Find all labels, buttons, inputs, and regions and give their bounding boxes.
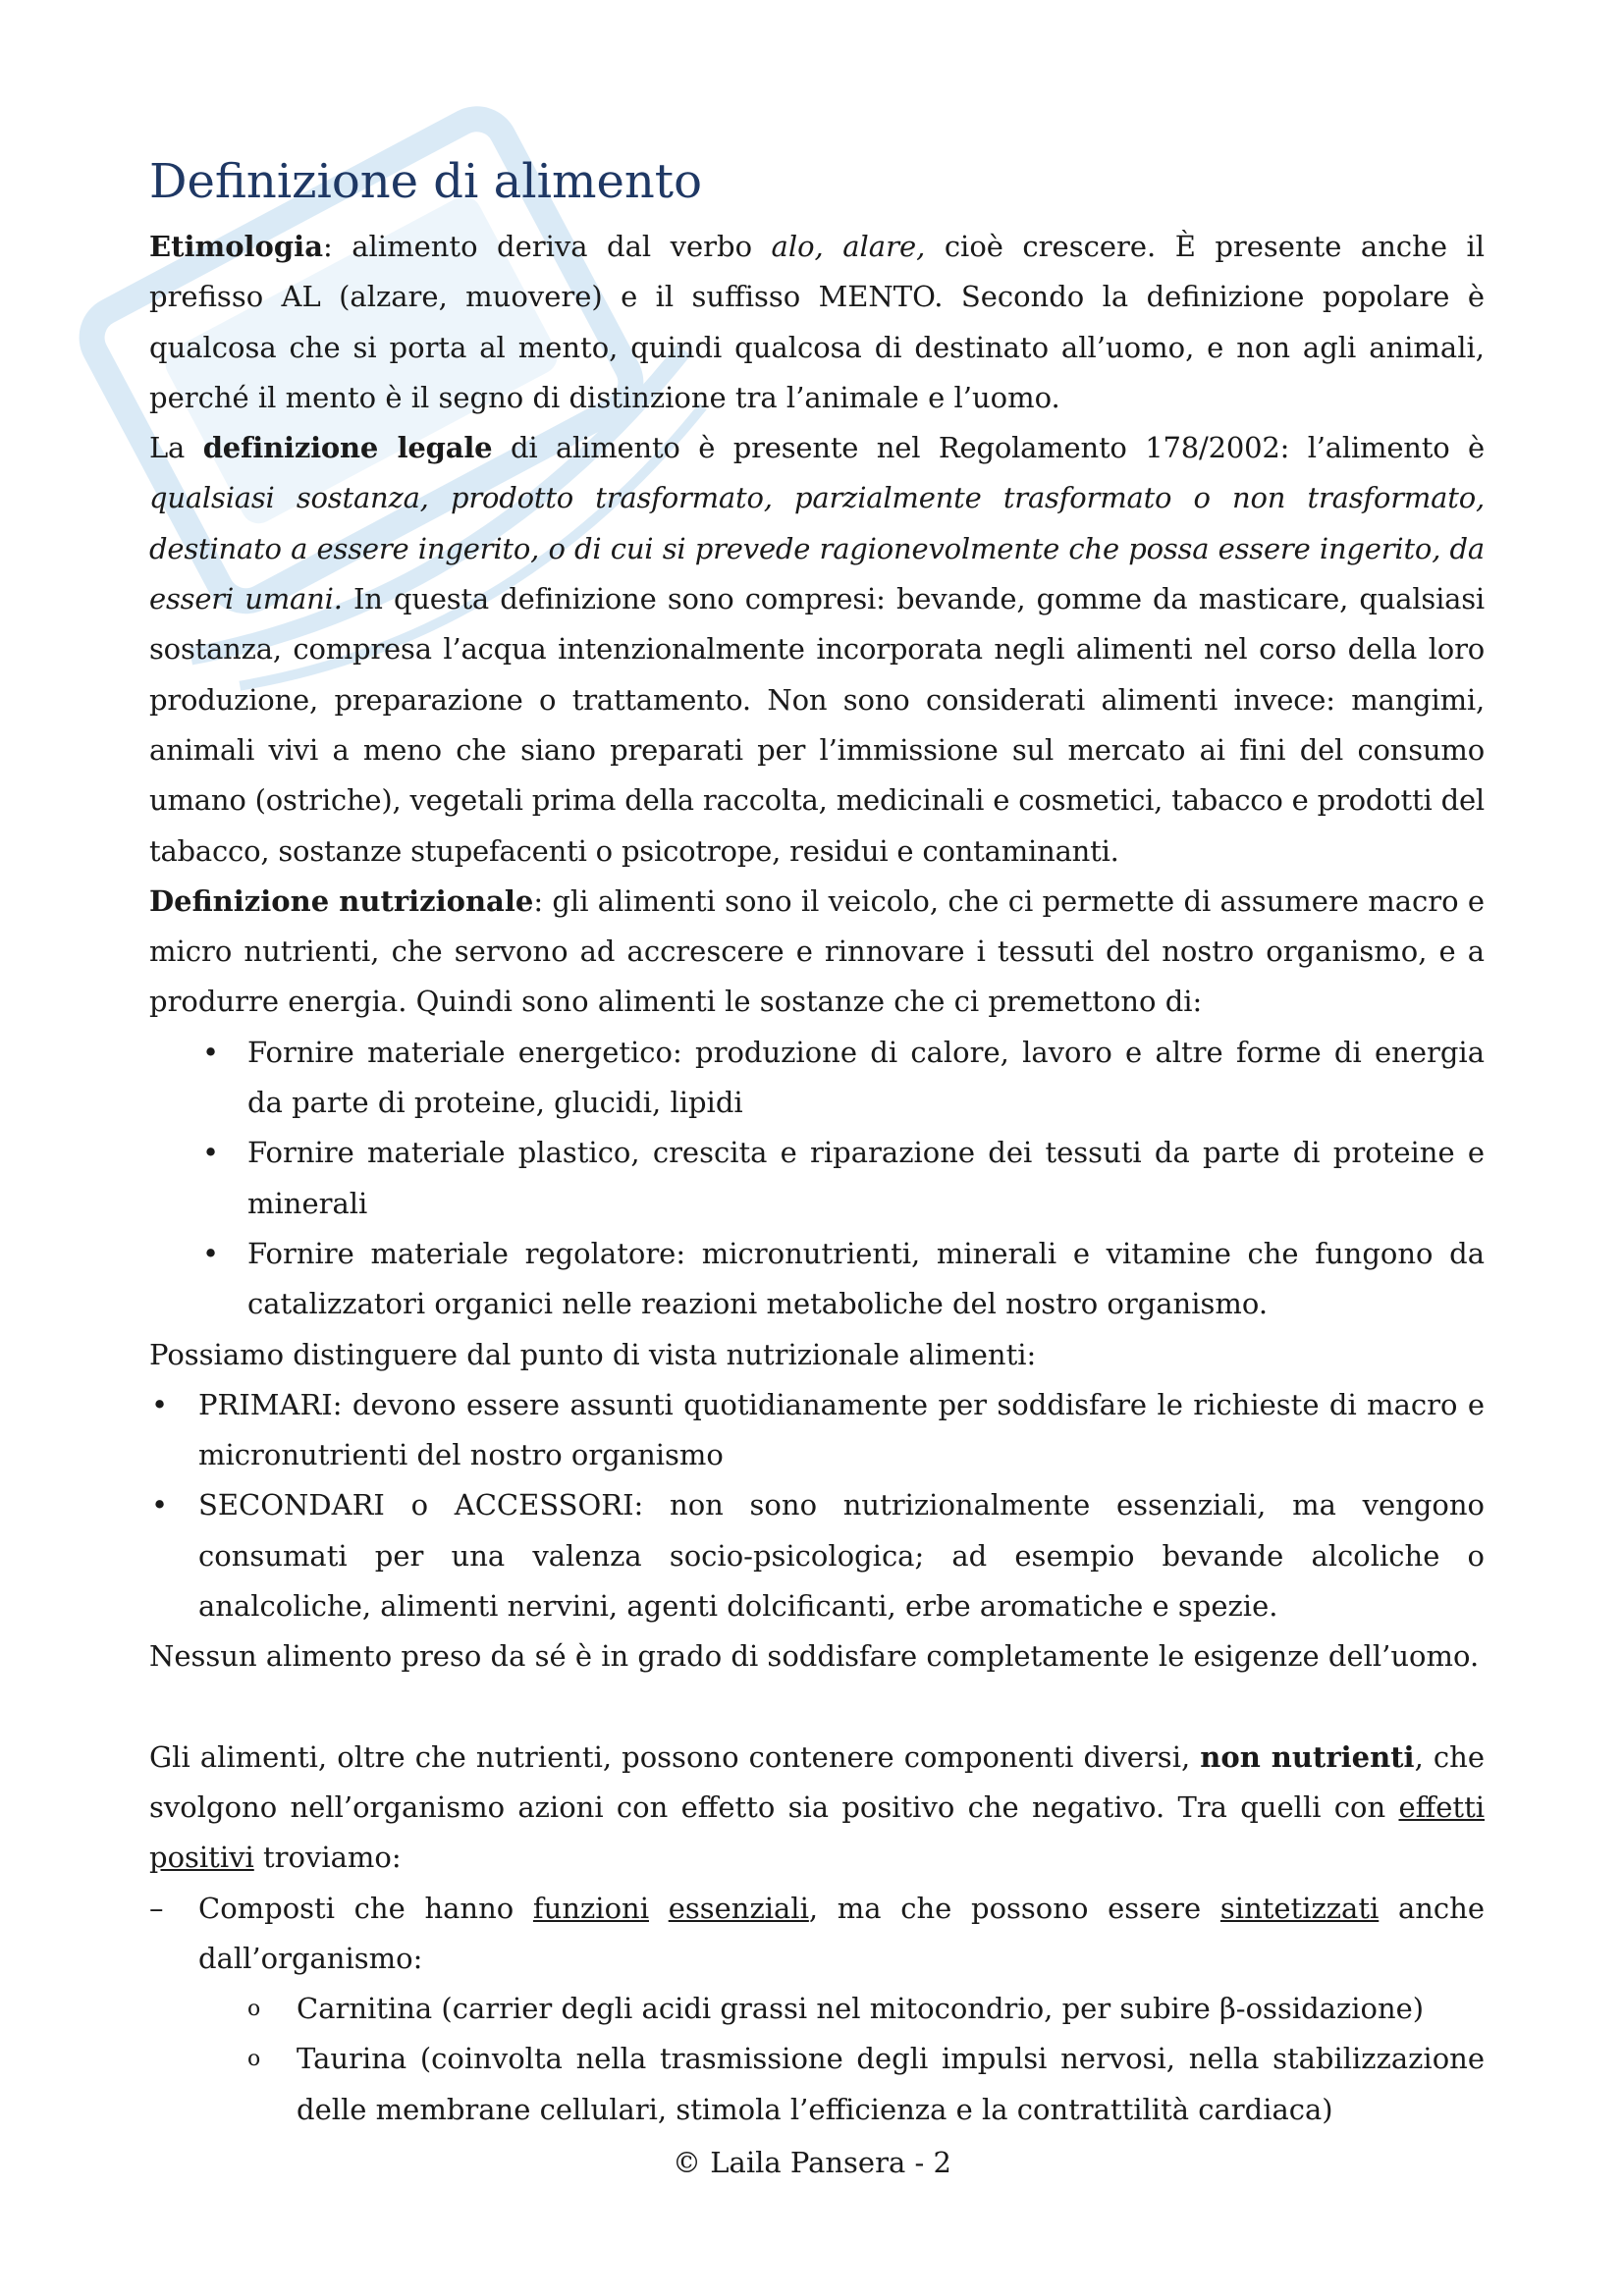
dash-list [149, 1884, 1485, 1985]
list-item: • SECONDARI o ACCESSORI: non sono nutrizionalmente essenziali, ma vengono consumati per una valenza socio-psicologica; ad esempio bevande alcoliche o analcoliche, alimenti nervini, agenti dolcificanti, erbe aromatiche e spezie. [149, 1480, 1485, 1631]
bullet-marker: • [202, 1236, 220, 1270]
circle-marker: o [247, 2047, 261, 2072]
page-footer: © Laila Pansera - 2 [673, 2146, 951, 2179]
compounds-list [149, 1984, 1485, 2135]
bullet-marker: • [202, 1035, 220, 1069]
categories-list [149, 1380, 1485, 1631]
nutritional-definition-term: Definizione nutrizionale [149, 883, 534, 918]
list-item: • Fornire materiale plastico, crescita e riparazione dei tessuti da parte di proteine e minerali [149, 1128, 1485, 1229]
legal-definition-term: definizione legale [202, 431, 493, 465]
list-item: • PRIMARI: devono essere assunti quotidianamente per soddisfare le richieste di macro e micronutrienti del nostro organismo [149, 1380, 1485, 1481]
nutritional-definition-paragraph: Definizione nutrizionale: gli alimenti sono il veicolo, che ci permette di assumere macro e micro nutrienti, che servono ad accrescere e rinnovare i tessuti del nostro organismo, e a produrre energia. Quindi sono alimenti le sostanze che ci premettono di: [149, 883, 1486, 1019]
statement-paragraph: Nessun alimento preso da sé è in grado di soddisfare completamente le esigenze dell’uomo. [149, 1639, 1480, 1674]
list-item: o Carnitina (carrier degli acidi grassi nel mitocondrio, per subire β-ossidazione) [149, 1984, 1485, 2034]
etymology-paragraph: Etimologia: alimento deriva dal verbo alo, alare, cioè crescere. È presente anche il prefisso AL (alzare, muovere) e il suffisso MENTO. Secondo la definizione popolare è qualcosa che si porta al mento, quindi qualcosa di destinato all’uomo, e non agli animali, perché il mento è il segno di distinzione tra l’animale e l’uomo. [149, 230, 1486, 414]
page-title: Definizione di alimento [149, 154, 702, 209]
latin-verb: alo, alare, [771, 230, 926, 263]
positive-effects-term: effetti positivi [149, 1789, 1485, 1875]
page-content [149, 147, 1485, 2135]
list-item: – Composti che hanno funzioni essenziali, ma che possono essere sintetizzati anche dall’organismo: [149, 1884, 1485, 1985]
spacer [149, 1682, 1485, 1733]
functions-list [149, 1028, 1485, 1330]
non-nutrients-term: non nutrienti [1200, 1739, 1415, 1774]
legal-definition-paragraph: La definizione legale di alimento è presente nel Regolamento 178/2002: l’alimento è qualsiasi sostanza, prodotto trasformato, parzialmente trasformato o non trasformato, destinato a essere ingerito, o di cui si prevede ragionevolmente che possa essere ingerito, da esseri umani. In questa definizione sono compresi: bevande, gomme da masticare, qualsiasi sostanza, compresa l’acqua intenzionalmente incorporata negli alimenti nel corso della loro produzione, preparazione o trattamento. Non sono considerati alimenti invece: mangimi, animali vivi a meno che siano preparati per l’immissione sul mercato ai fini del consumo umano (ostriche), vegetali prima della raccolta, medicinali e cosmetici, tabacco e prodotti del tabacco, sostanze stupefacenti o psicotrope, residui e contaminanti. [149, 431, 1485, 868]
legal-definition-quote: qualsiasi sostanza, prodotto trasformato, parzialmente trasformato o non trasformato, destinato a essere ingerito, o di cui si prevede ragionevolmente che possa essere ingerito, da esseri umani. [149, 481, 1485, 616]
etymology-term: Etimologia [149, 230, 323, 263]
circle-marker: o [247, 1997, 261, 2022]
dash-marker: – [149, 1891, 164, 1925]
list-item: • Fornire materiale energetico: produzione di calore, lavoro e altre forme di energia da parte di proteine, glucidi, lipidi [149, 1028, 1485, 1129]
distinguish-intro: Possiamo distinguere dal punto di vista nutrizionale alimenti: [149, 1337, 1037, 1371]
list-item: o Taurina (coinvolta nella trasmissione degli impulsi nervosi, nella stabilizzazione delle membrane cellulari, stimola l’efficienza e la contrattilità cardiaca) [149, 2034, 1485, 2135]
bullet-marker: • [151, 1387, 169, 1421]
non-nutrients-paragraph: Gli alimenti, oltre che nutrienti, possono contenere componenti diversi, non nutrienti, che svolgono nell’organismo azioni con effetto sia positivo che negativo. Tra quelli con effetti positivi troviamo: [149, 1739, 1485, 1875]
list-item: • Fornire materiale regolatore: micronutrienti, minerali e vitamine che fungono da catalizzatori organici nelle reazioni metaboliche del nostro organismo. [149, 1229, 1485, 1330]
bullet-marker: • [202, 1136, 220, 1170]
bullet-marker: • [151, 1488, 169, 1522]
